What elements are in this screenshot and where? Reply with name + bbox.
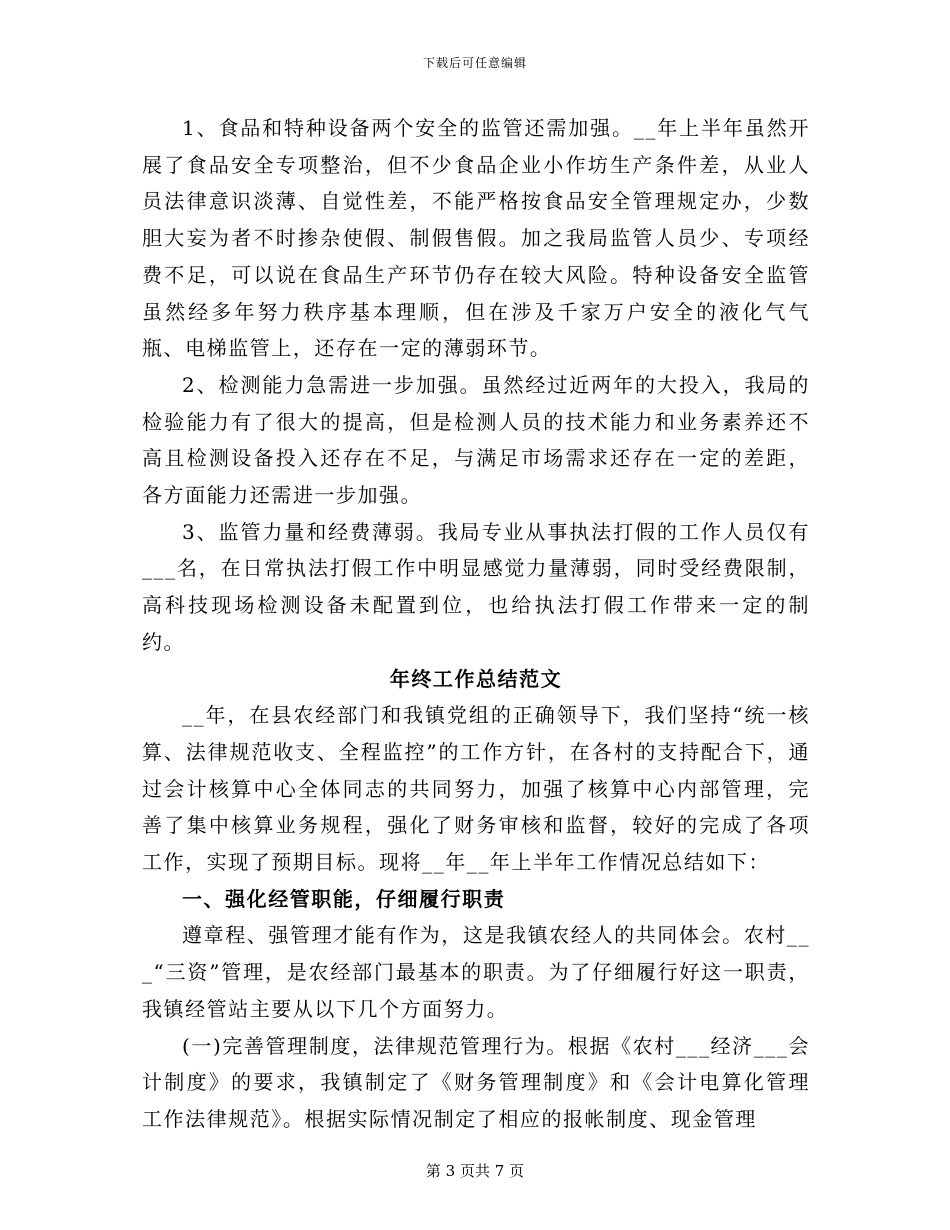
section-heading-1: 一、强化经管职能，仔细履行职责 — [182, 886, 506, 911]
download-note: 下载后可任意编辑 — [422, 56, 527, 70]
paragraph-food-safety: 1、食品和特种设备两个安全的监管还需加强。__年上半年虽然开展了食品安全专项整治，但不少食品企业小作坊生产条件差，从业人员法律意识淡薄、自觉性差，不能严格按食品安全管理规定办，少数胆大妄为者不时掺杂使假、制假售假。加之我局监管人员少、专项经费不足，可以说在食品生产环节仍存在较大风险。特种设备安全监管虽然经多年努力秩序基本理顺，但在涉及千家万户安全的液化气气瓶、电梯监管上，还存在一定的薄弱环节。 — [142, 116, 810, 361]
paragraph-staff-funding: 3、监管力量和经费薄弱。我局专业从事执法打假的工作人员仅有___名，在日常执法打假工作中明显感觉力量薄弱，同时受经费限制，高科技现场检测设备未配置到位，也给执法打假工作带来一定的制约。 — [142, 519, 810, 654]
paragraph-testing-capacity: 2、检测能力急需进一步加强。虽然经过近两年的大投入，我局的检验能力有了很大的提高，但是检测人员的技术能力和业务素养还不高且检测设备投入还存在不足，与满足市场需求还存在一定的差距，各方面能力还需进一步加强。 — [142, 372, 810, 508]
paragraph-duties: 遵章程、强管理才能有作为，这是我镇农经人的共同体会。农村___“三资”管理，是农经部门最基本的职责。为了仔细履行好这一职责，我镇经管站主要从以下几个方面努力。 — [142, 923, 810, 1021]
paragraph-management-system: (一)完善管理制度，法律规范管理行为。根据《农村___经济___会计制度》的要求，我镇制定了《财务管理制度》和《会计电算化管理工作法律规范》。根据实际情况制定了相应的报帐制度、现金管理 — [142, 1033, 810, 1131]
document-title: 年终工作总结范文 — [389, 666, 563, 691]
paragraph-intro: __年，在县农经部门和我镇党组的正确领导下，我们坚持“统一核算、法律规范收支、全程监控”的工作方针，在各村的支持配合下，通过会计核算中心全体同志的共同努力，加强了核算中心内部管理，完善了集中核算业务规程，强化了财务审核和监督，较好的完成了各项工作，实现了预期目标。现将__年__年上半年工作情况总结如下： — [142, 703, 810, 875]
document-body — [142, 110, 810, 1138]
page-number: 第 3 页共 7 页 — [425, 1162, 525, 1180]
